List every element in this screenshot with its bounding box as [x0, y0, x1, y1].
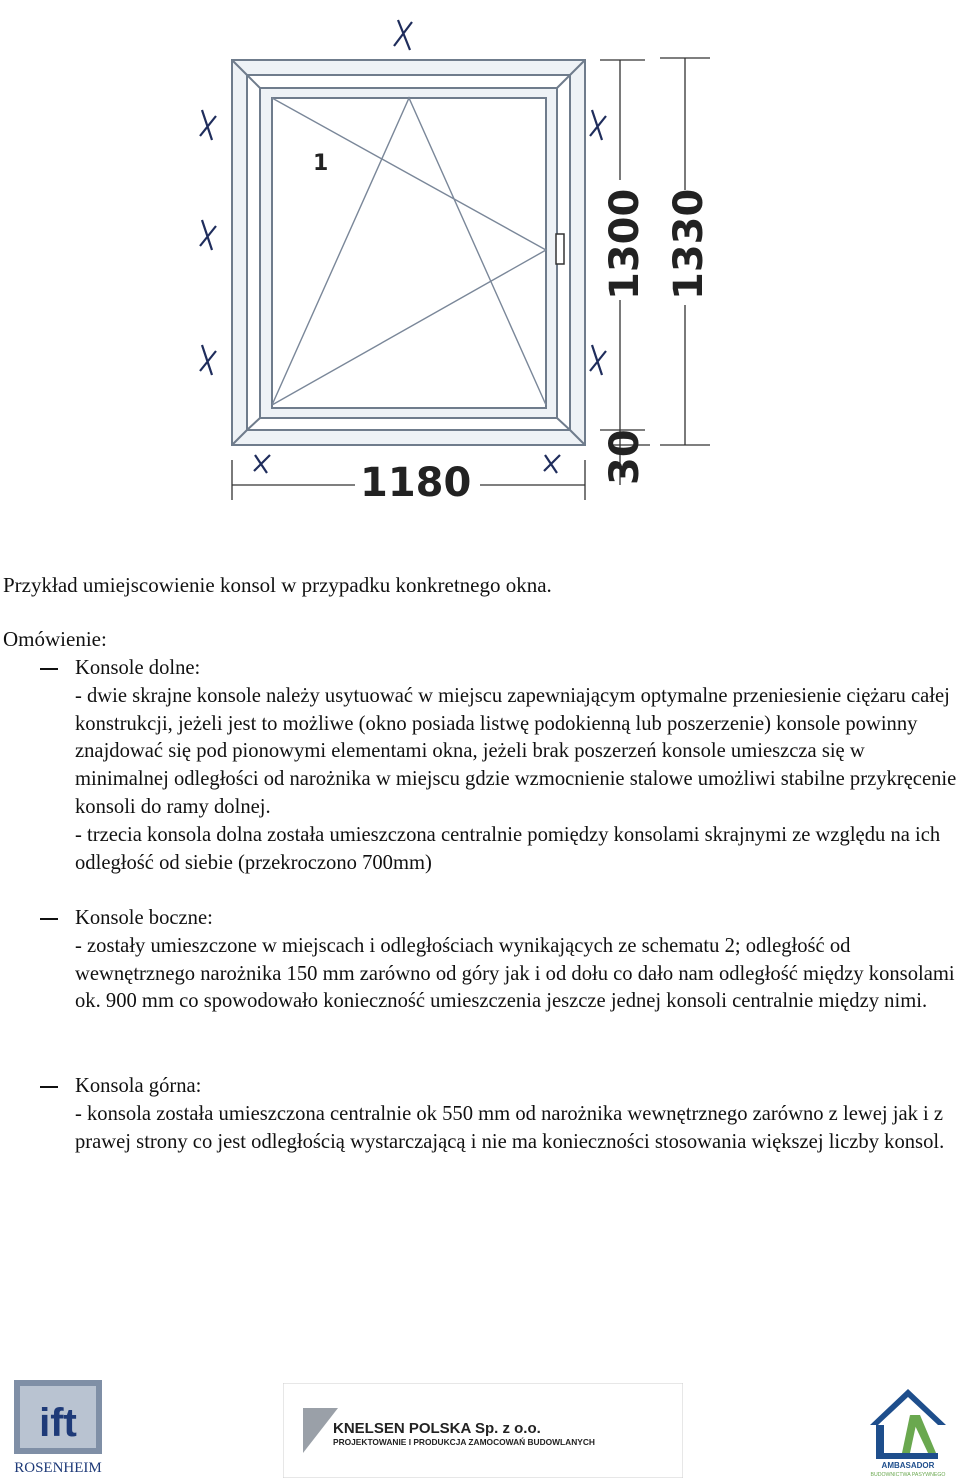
ift-rosenheim-logo [14, 1380, 102, 1476]
dimension-height-total: 1330 [666, 188, 712, 300]
section-top-console [0, 1073, 960, 1156]
figure-caption: Przykład umiejscowienie konsol w przypadku konkretnego okna. [3, 573, 552, 597]
dimension-width: 1180 [360, 460, 472, 506]
svg-text:ift: ift [39, 1401, 77, 1445]
svg-text:KNELSEN POLSKA Sp. z o.o.: KNELSEN POLSKA Sp. z o.o. [333, 1420, 541, 1437]
svg-text:AMBASADOR: AMBASADOR [881, 1461, 935, 1470]
section-paragraph: - trzecia konsola dolna została umieszczona centralnie pomiędzy konsolami skrajnymi ze względu na ich odległość od siebie (przekroczono 700mm) [75, 823, 941, 874]
section-paragraph: - konsola została umieszczona centralnie ok 550 mm od narożnika wewnętrznego zarówno z lewej jak i z prawej strony co jest odległością wystarczającą i nie ma konieczności stosowania większej liczby konsol. [75, 1102, 945, 1153]
discussion-heading: Omówienie: [3, 627, 107, 651]
section-title: Konsole dolne: [75, 657, 201, 679]
ambasador-logo [866, 1385, 950, 1477]
window-handle [556, 234, 564, 264]
dimension-height-inner: 1300 [602, 188, 648, 300]
sash-number: 1 [313, 151, 329, 176]
section-title: Konsole boczne: [75, 907, 213, 929]
section-bottom-consoles [0, 655, 960, 877]
knelsen-logo [283, 1383, 683, 1478]
dimension-sill: 30 [602, 429, 648, 485]
section-paragraph: - dwie skrajne konsole należy usytuować w miejscu zapewniającym optymalne przeniesienie ciężaru całej konstrukcji, jeżeli jest to możliwe (okno posiada listwę podokienną lub poszerzenie) konsole powinny znajdować się pod pionowymi elementami okna, jeżeli brak poszerzeń konsole umieszcza się w minimalnej odległości od narożnika w miejscu gdzie wzmocnienie stalowe umożliwi stabilne przykręcenie konsoli do ramy dolnej. [75, 684, 957, 818]
section-side-consoles [0, 905, 960, 1016]
svg-text:ROSENHEIM: ROSENHEIM [14, 1460, 102, 1476]
section-paragraph: - zostały umieszczone w miejscach i odległościach wynikających ze schematu 2; odległość od wewnętrznego narożnika 150 mm zarówno od góry jak i od dołu co dało nam odległość między konsolami ok. 900 mm co spowodowało konieczność umieszczenia jeszcze jednej konsoli centralnie między nimi. [75, 934, 955, 1013]
svg-text:PROJEKTOWANIE I PRODUKCJA ZAMO: PROJEKTOWANIE I PRODUKCJA ZAMOCOWAŃ BUDOWLANYCH [333, 1437, 595, 1447]
window-diagram [180, 0, 740, 540]
svg-text:BUDOWNICTWA PASYWNEGO: BUDOWNICTWA PASYWNEGO [870, 1472, 946, 1477]
bullet-dash [40, 1086, 58, 1088]
section-title: Konsola górna: [75, 1075, 202, 1097]
window-frame [232, 60, 585, 445]
bullet-dash [40, 918, 58, 920]
bullet-dash [40, 668, 58, 670]
